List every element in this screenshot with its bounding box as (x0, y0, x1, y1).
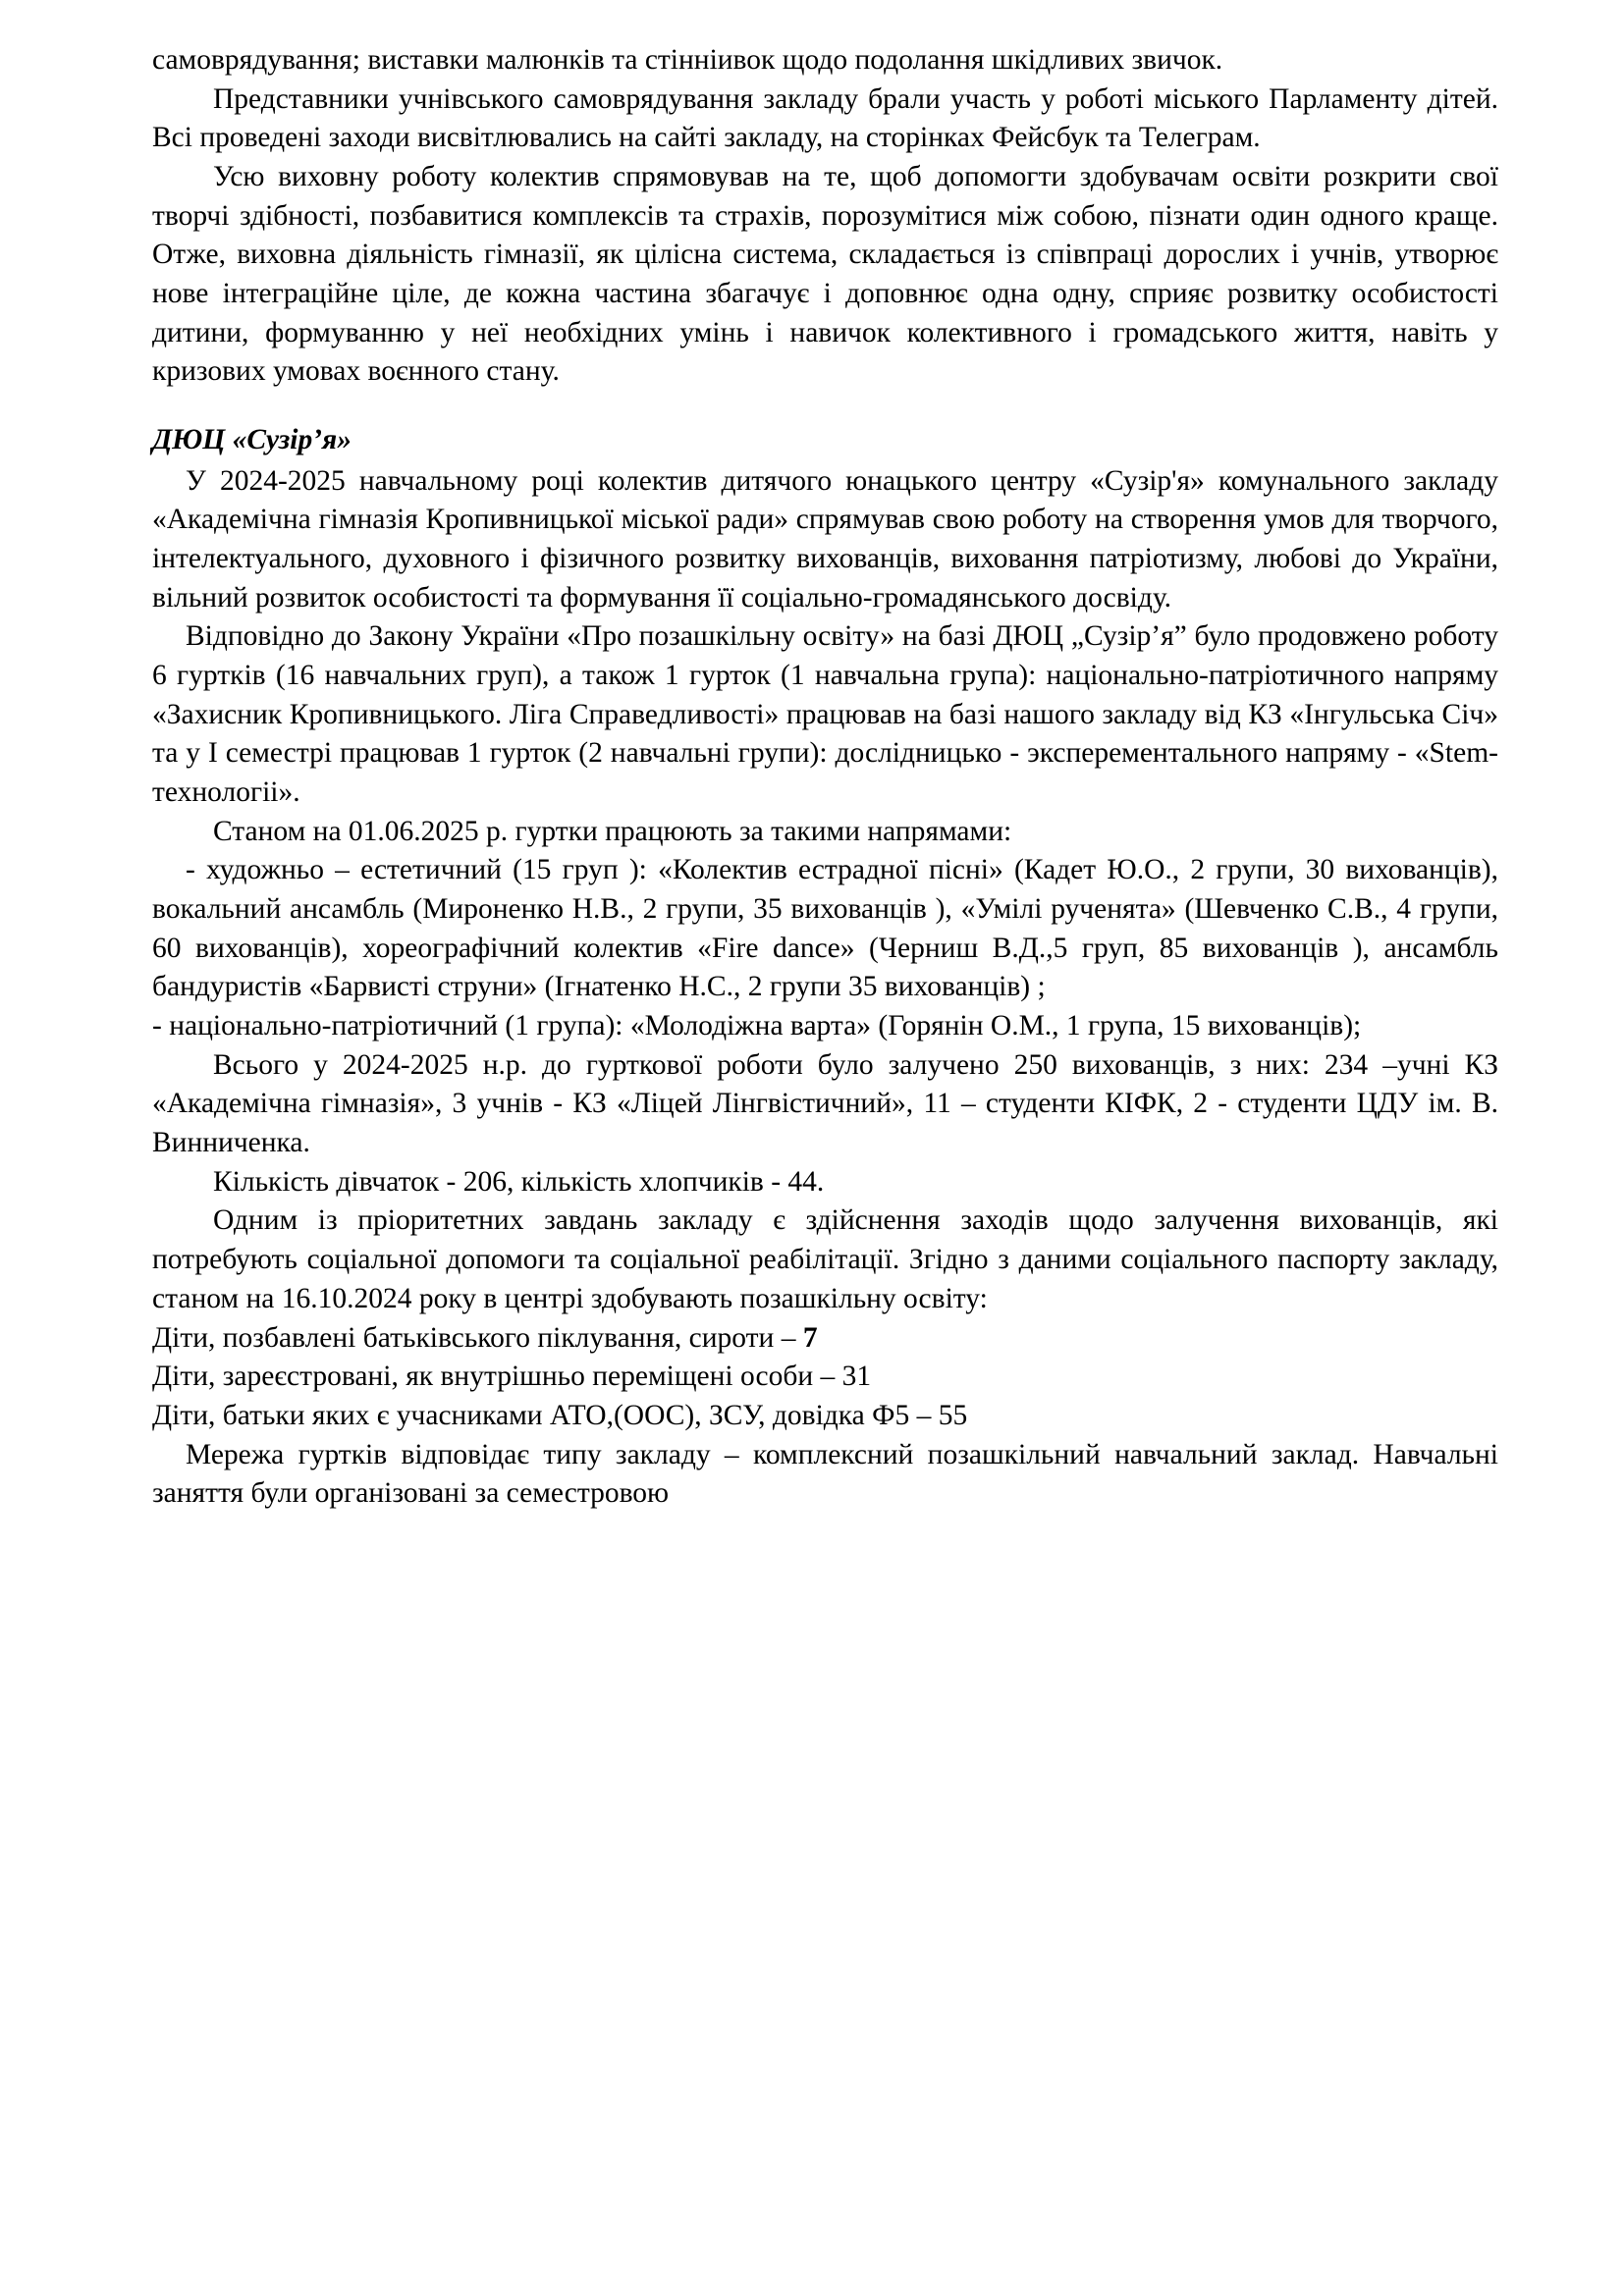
statistic-line (152, 1397, 1498, 1436)
paragraph: - національно-патріотичний (1 група): «Молодіжна варта» (Горянін О.М., 1 група, 15 вихованців); (152, 1010, 1362, 1042)
paragraph: Представники учнівського самоврядування закладу брали участь у роботі міського Парламенту дітей. Всі проведені заходи висвітлювались на сайті закладу, на сторінках Фейсбук та Телеграм. (152, 82, 1498, 154)
statistic-line (152, 1358, 1498, 1397)
paragraph: Мережа гуртків відповідає типу закладу – комплексний позашкільний навчальний заклад. Навчальні заняття були організовані за семестровою (152, 1438, 1498, 1510)
paragraph: Кількість дівчаток - 206, кількість хлопчиків - 44. (213, 1165, 825, 1198)
statistic-label: Діти, батьки яких є учасниками АТО,(ООС), ЗСУ, довідка Ф5 – (152, 1399, 939, 1431)
paragraph: самоврядування; виставки малюнків та стінніивок щодо подолання шкідливих звичок. (152, 44, 1223, 76)
statistic-value: 7 (802, 1321, 818, 1354)
statistic-value: 55 (938, 1399, 968, 1431)
statistic-label: Діти, позбавлені батьківського піклування, сироти – (152, 1321, 803, 1354)
statistic-label: Діти, зареєстровані, як внутрішньо переміщені особи – (152, 1361, 842, 1393)
paragraph: Всього у 2024-2025 н.р. до гурткової роботи було залучено 250 вихованців, з них: 234 –учні КЗ «Академічна гімназія», 3 учнів - КЗ «Ліцей Лінгвістичний», 11 – студенти КІФК, 2 - студенти ЦДУ ім. В. Винниченка. (152, 1048, 1498, 1159)
paragraph: Станом на 01.06.2025 р. гуртки працюють за такими напрямами: (213, 815, 1012, 847)
document-body (152, 41, 1498, 1514)
statistic-value: 31 (841, 1361, 872, 1393)
paragraph: Відповідно до Закону України «Про позашкільну освіту» на базі ДЮЦ „Сузір’я” було продовжено роботу 6 гуртків (16 навчальних груп), а також 1 гурток (1 навчальна група): національно-патріотичного напряму «Захисник Кропивницького. Ліга Справедливості» працював на базі нашого закладу від КЗ «Інгульська Січ» та у I семестрі працював 1 гурток (2 навчальні групи): дослідницько - эксперементального напряму - «Stem-технологіі». (152, 620, 1498, 809)
paragraph: У 2024-2025 навчальному році колектив дитячого юнацького центру «Сузір'я» комунального закладу «Академічна гімназія Кропивницької міської ради» спрямував свою роботу на створення умов для творчого, інтелектуального, духовного і фізичного розвитку вихованців, виховання патріотизму, любові до України, вільний розвиток особистості та формування її соціально-громадянського досвіду. (152, 464, 1498, 614)
paragraph: Усю виховну роботу колектив спрямовував на те, щоб допомогти здобувачам освіти розкрити свої творчі здібності, позбавитися комплексів та страхів, порозумітися між собою, пізнати один одного краще. Отже, виховна діяльність гімназії, як цілісна система, складається із співпраці дорослих і учнів, утворює нове інтеграційне ціле, де кожна частина збагачує і доповнює одна одну, сприяє розвитку особистості дитини, формуванню у неї необхідних умінь і навичок колективного і громадського життя, навіть у кризових умовах воєнного стану. (152, 161, 1498, 388)
paragraph: Одним із пріоритетних завдань закладу є здійснення заходів щодо залучення вихованців, які потребують соціальної допомоги та соціальної реабілітації. Згідно з даними соціального паспорту закладу, станом на 16.10.2024 року в центрі здобувають позашкільну освіту: (152, 1204, 1498, 1314)
statistic-line (152, 1319, 1498, 1359)
section-heading: ДЮЦ «Сузір’я» (152, 424, 352, 456)
paragraph: - художньо – естетичний (15 груп ): «Колектив естрадної пісні» (Кадет Ю.О., 2 групи, 30 вихованців), вокальний ансамбль (Мироненко Н.В., 2 групи, 35 вихованців ), «Умілі рученята» (Шевченко С.В., 4 групи, 60 вихованців), хореографічний колектив «Fire dance» (Черниш В.Д.,5 груп, 85 вихованців ), ансамбль бандуристів «Барвисті струни» (Ігнатенко Н.С., 2 групи 35 вихованців) ; (152, 854, 1498, 1003)
